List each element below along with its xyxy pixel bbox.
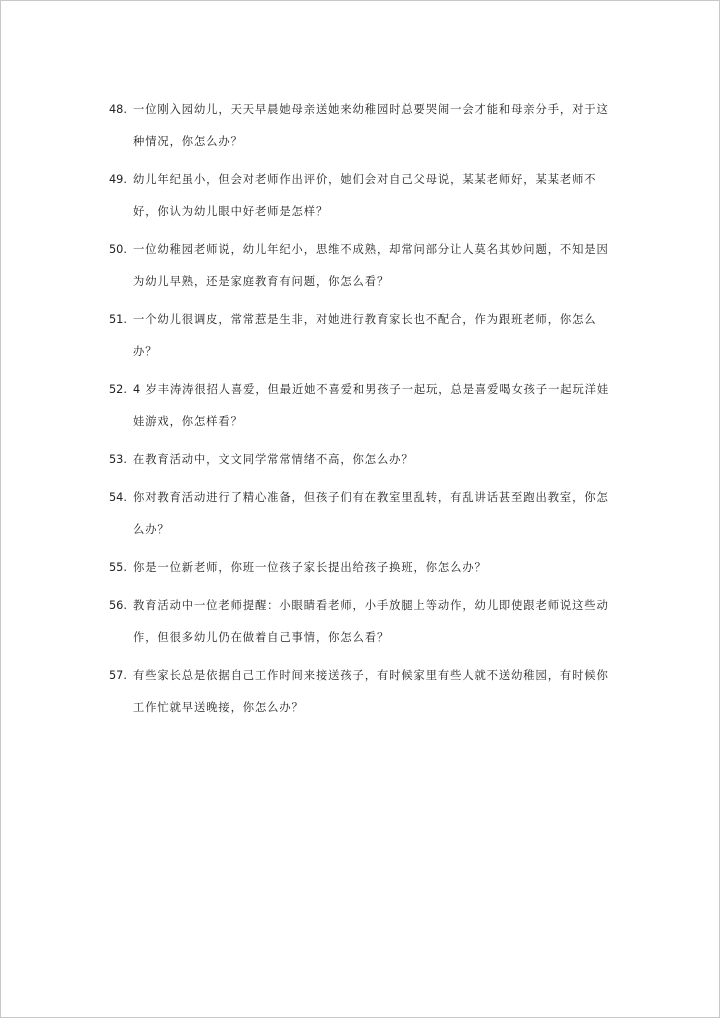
question-number: 50. (109, 243, 127, 256)
question-item-54 (109, 482, 619, 546)
question-item-48 (109, 94, 619, 158)
question-text: 有些家长总是依据自己工作时间来接送孩子，有时候家里有些人就不送幼稚园，有时候你工作忙就早送晚接，你怎么办？ (133, 669, 609, 714)
question-text: 你对教育活动进行了精心准备，但孩子们有在教室里乱转，有乱讲话甚至跑出教室，你怎么办？ (133, 491, 609, 536)
question-text: 一位刚入园幼儿，天天早晨她母亲送她来幼稚园时总要哭闹一会才能和母亲分手，对于这种情况，你怎么办？ (133, 103, 609, 148)
question-number: 51. (109, 313, 127, 326)
question-item-52 (109, 374, 619, 438)
question-number: 53. (109, 453, 127, 466)
question-item-55 (109, 552, 619, 584)
question-text: 一位幼稚园老师说，幼儿年纪小，思维不成熟，却常问部分让人莫名其妙问题，不知是因为幼儿早熟，还是家庭教育有问题，你怎么看？ (133, 243, 609, 288)
question-number: 54. (109, 491, 127, 504)
question-text: 4 岁丰涛涛很招人喜爱，但最近她不喜爱和男孩子一起玩，总是喜爱喝女孩子一起玩洋娃娃游戏，你怎样看？ (133, 383, 610, 428)
question-number: 55. (109, 561, 127, 574)
question-item-49 (109, 164, 619, 228)
question-list (109, 94, 619, 730)
question-number: 48. (109, 103, 127, 116)
question-item-50 (109, 234, 619, 298)
question-number: 57. (109, 669, 127, 682)
question-number: 52. (109, 383, 127, 396)
question-item-57 (109, 660, 619, 724)
question-item-53 (109, 444, 619, 476)
question-number: 56. (109, 599, 127, 612)
question-text: 在教育活动中，文文同学常常情绪不高，你怎么办？ (133, 453, 414, 466)
question-item-51 (109, 304, 619, 368)
question-text: 一个幼儿很调皮，常常惹是生非，对她进行教育家长也不配合，作为跟班老师，你怎么办？ (133, 313, 597, 358)
question-item-56 (109, 590, 619, 654)
question-text: 你是一位新老师，你班一位孩子家长提出给孩子换班，你怎么办？ (133, 561, 487, 574)
question-text: 教育活动中一位老师提醒：小眼睛看老师，小手放腿上等动作，幼儿即使跟老师说这些动作，但很多幼儿仍在做着自己事情，你怎么看？ (133, 599, 609, 644)
question-text: 幼儿年纪虽小，但会对老师作出评价，她们会对自己父母说，某某老师好，某某老师不好，你认为幼儿眼中好老师是怎样？ (133, 173, 597, 218)
question-number: 49. (109, 173, 127, 186)
